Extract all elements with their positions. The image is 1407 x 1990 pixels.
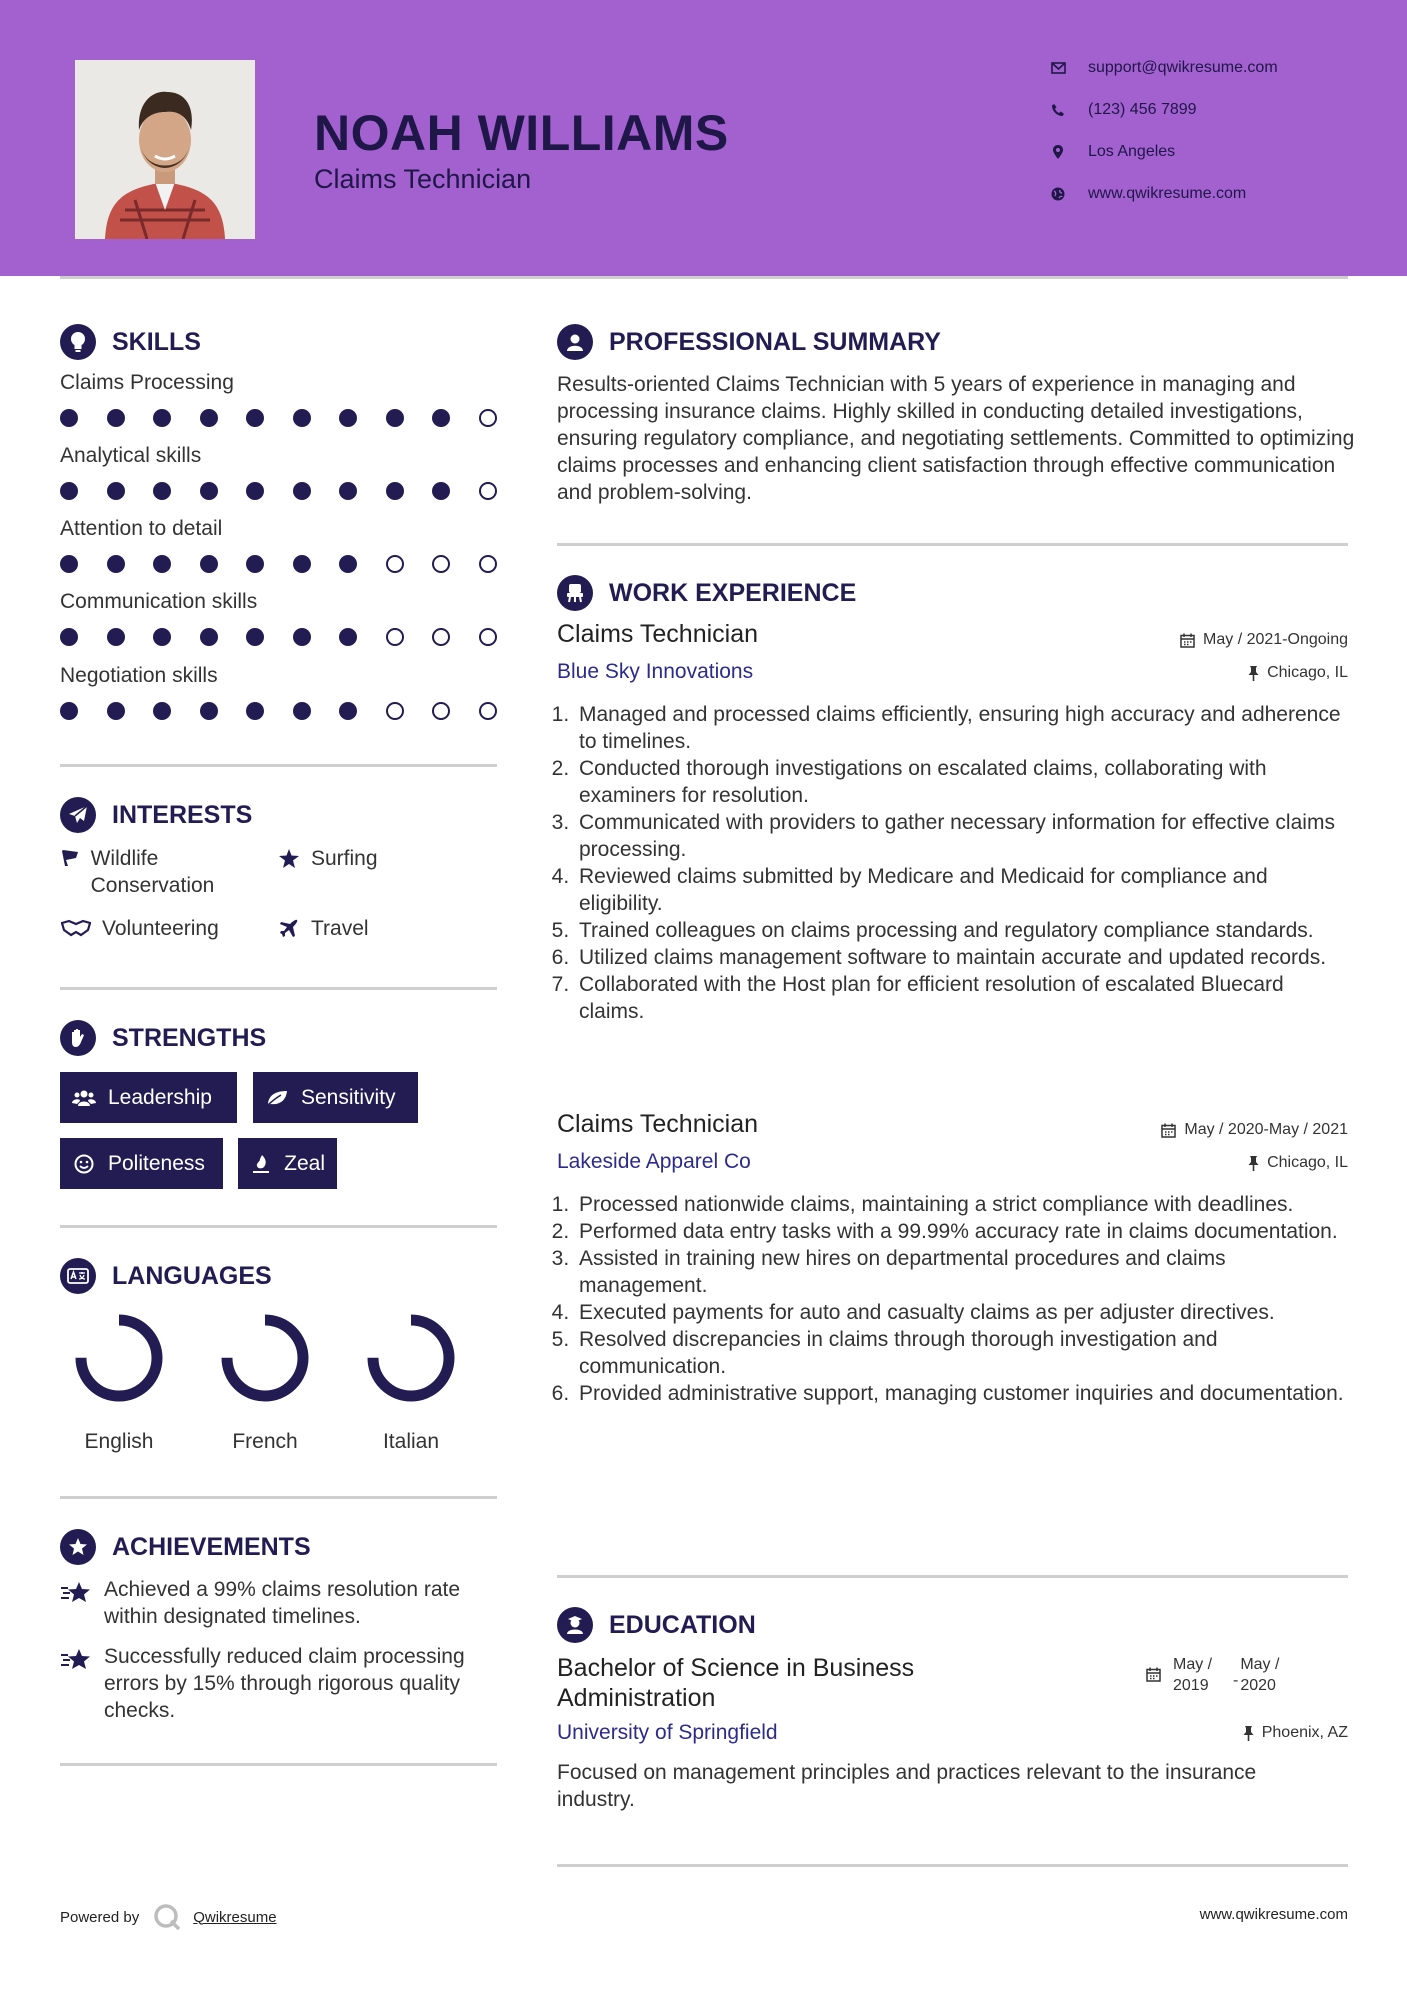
strength-tag: Sensitivity bbox=[253, 1072, 418, 1123]
calendar-icon bbox=[1146, 1667, 1161, 1682]
header-banner bbox=[0, 0, 1407, 276]
paper-plane-icon bbox=[60, 797, 96, 833]
skill-label: Negotiation skills bbox=[60, 664, 218, 687]
job-duties bbox=[557, 701, 1347, 1025]
language-level-arc bbox=[373, 1320, 449, 1396]
footer-powered: Powered by Qwikresume bbox=[60, 1903, 277, 1931]
skills-heading: SKILLS bbox=[60, 324, 201, 360]
lightbulb-icon bbox=[60, 324, 96, 360]
envelope-icon bbox=[1050, 60, 1066, 76]
smile-icon bbox=[72, 1153, 96, 1175]
skill-rating bbox=[60, 480, 497, 500]
skill-label: Attention to detail bbox=[60, 517, 223, 540]
language-card-icon bbox=[60, 1258, 96, 1294]
pushpin-icon bbox=[1248, 1156, 1259, 1171]
header-divider bbox=[60, 276, 1348, 279]
footer-site[interactable]: www.qwikresume.com bbox=[1199, 1906, 1348, 1923]
rating-dot-filled bbox=[293, 555, 311, 573]
strengths-divider bbox=[60, 1225, 497, 1228]
strength-tag: Zeal bbox=[238, 1138, 337, 1189]
experience-divider bbox=[557, 1575, 1348, 1578]
rating-dot-empty bbox=[432, 628, 450, 646]
users-icon bbox=[72, 1087, 96, 1109]
duty-item: 3. Assisted in training new hires on departmental procedures and claims management. bbox=[575, 1245, 1347, 1299]
footer-brand-link[interactable]: Qwikresume bbox=[193, 1908, 277, 1926]
rating-dot-filled bbox=[107, 482, 125, 500]
rating-dot-filled bbox=[60, 628, 78, 646]
skill-rating bbox=[60, 626, 497, 646]
phone-icon bbox=[1050, 102, 1066, 118]
duty-item: 7. Collaborated with the Host plan for efficient resolution of escalated Bluecard claims. bbox=[575, 971, 1347, 1025]
rating-dot-filled bbox=[200, 555, 218, 573]
achievement-item: Achieved a 99% claims resolution rate within designated timelines. bbox=[60, 1576, 480, 1630]
interests-heading: INTERESTS bbox=[60, 797, 252, 833]
duty-item: 5. Resolved discrepancies in claims through thorough investigation and communication. bbox=[575, 1326, 1347, 1380]
contact-phone[interactable]: (123) 456 7899 bbox=[1050, 101, 1197, 119]
language-label: French bbox=[232, 1430, 298, 1453]
rating-dot-empty bbox=[479, 482, 497, 500]
language-item bbox=[59, 1310, 179, 1454]
language-label: English bbox=[84, 1430, 154, 1453]
education-start: May / 2019 bbox=[1173, 1656, 1213, 1694]
education-description: Focused on management principles and practices relevant to the insurance industry. bbox=[557, 1761, 1257, 1811]
interest-item: Surfing bbox=[277, 845, 477, 872]
duty-item: 4. Reviewed claims submitted by Medicare and Medicaid for compliance and eligibility. bbox=[575, 863, 1347, 917]
skill-rating bbox=[60, 407, 497, 427]
rating-dot-filled bbox=[339, 555, 357, 573]
rating-dot-empty bbox=[386, 628, 404, 646]
rating-dot-filled bbox=[153, 482, 171, 500]
rating-dot-filled bbox=[60, 702, 78, 720]
rating-dot-filled bbox=[107, 628, 125, 646]
rating-dot-filled bbox=[386, 482, 404, 500]
language-label: Italian bbox=[382, 1430, 440, 1453]
candidate-title: Claims Technician bbox=[314, 164, 532, 194]
rating-dot-filled bbox=[339, 482, 357, 500]
duty-item: 4. Executed payments for auto and casualty claims as per adjuster directives. bbox=[575, 1299, 1347, 1326]
plane-icon bbox=[277, 919, 301, 939]
shooting-star-icon bbox=[60, 1647, 92, 1724]
flame-icon bbox=[250, 1153, 272, 1175]
job-location: Chicago, IL bbox=[1248, 1154, 1348, 1172]
profile-photo bbox=[75, 60, 255, 239]
strength-tag: Politeness bbox=[60, 1138, 223, 1189]
leaf-icon bbox=[265, 1087, 289, 1109]
briefcase-chair-icon bbox=[557, 575, 593, 611]
summary-divider bbox=[557, 543, 1348, 546]
language-item bbox=[351, 1310, 471, 1454]
interest-item: Wildlife Conservation bbox=[60, 845, 260, 899]
medal-star-icon bbox=[60, 1529, 96, 1565]
rating-dot-filled bbox=[246, 628, 264, 646]
education-dates: May / 2019 - May / 2020 bbox=[1146, 1654, 1292, 1696]
language-level-arc bbox=[227, 1320, 303, 1396]
rating-dot-empty bbox=[432, 555, 450, 573]
job-company: Blue Sky Innovations bbox=[557, 660, 754, 683]
languages-divider bbox=[60, 1496, 497, 1499]
hand-icon bbox=[60, 1020, 96, 1056]
rating-dot-filled bbox=[200, 628, 218, 646]
rating-dot-filled bbox=[246, 555, 264, 573]
rating-dot-filled bbox=[246, 482, 264, 500]
skill-label: Claims Processing bbox=[60, 371, 234, 394]
duty-item: 2. Performed data entry tasks with a 99.99% accuracy rate in claims documentation. bbox=[575, 1218, 1347, 1245]
map-pin-icon bbox=[1050, 144, 1066, 160]
experience-heading: WORK EXPERIENCE bbox=[557, 575, 856, 611]
summary-heading: PROFESSIONAL SUMMARY bbox=[557, 324, 941, 360]
interest-item: Travel bbox=[277, 915, 477, 942]
rating-dot-filled bbox=[293, 628, 311, 646]
skill-label: Communication skills bbox=[60, 590, 258, 613]
rating-dot-filled bbox=[432, 409, 450, 427]
rating-dot-filled bbox=[153, 555, 171, 573]
candidate-name: NOAH WILLIAMS bbox=[314, 105, 729, 161]
rating-dot-filled bbox=[246, 409, 264, 427]
achievements-divider bbox=[60, 1763, 497, 1766]
rating-dot-filled bbox=[107, 702, 125, 720]
rating-dot-empty bbox=[479, 628, 497, 646]
summary-text: Results-oriented Claims Technician with 5 years of experience in managing and processing insurance claims. Highly skilled in conducting detailed investigations, ensuring regulatory compliance, and negotiating settlements. Committed to optimizing claims processes and enhancing client satisfaction through effective communication and problem-solving. bbox=[557, 373, 1355, 504]
job-title: Claims Technician bbox=[557, 1110, 759, 1138]
shooting-star-icon bbox=[60, 1580, 92, 1630]
rating-dot-empty bbox=[479, 409, 497, 427]
strengths-heading: STRENGTHS bbox=[60, 1020, 266, 1056]
skill-rating bbox=[60, 700, 497, 720]
rating-dot-filled bbox=[293, 409, 311, 427]
skill-label: Analytical skills bbox=[60, 444, 202, 467]
skill-rating bbox=[60, 553, 497, 573]
qwikresume-logo-icon bbox=[153, 1903, 181, 1931]
job-dates: May / 2021-Ongoing bbox=[1180, 631, 1348, 649]
rating-dot-filled bbox=[432, 482, 450, 500]
rating-dot-filled bbox=[153, 409, 171, 427]
rating-dot-empty bbox=[432, 702, 450, 720]
rating-dot-empty bbox=[479, 555, 497, 573]
rating-dot-filled bbox=[200, 482, 218, 500]
job-company: Lakeside Apparel Co bbox=[557, 1150, 751, 1173]
duty-item: 3. Communicated with providers to gather necessary information for effective claims processing. bbox=[575, 809, 1347, 863]
duty-item: 1. Managed and processed claims efficiently, ensuring high accuracy and adherence to timelines. bbox=[575, 701, 1347, 755]
education-location: Phoenix, AZ bbox=[1243, 1724, 1348, 1742]
rating-dot-filled bbox=[339, 628, 357, 646]
job-location: Chicago, IL bbox=[1248, 664, 1348, 682]
calendar-icon bbox=[1161, 1123, 1176, 1138]
job-duties bbox=[557, 1191, 1347, 1407]
languages-heading: LANGUAGES bbox=[60, 1258, 272, 1294]
rating-dot-empty bbox=[386, 702, 404, 720]
rating-dot-filled bbox=[60, 555, 78, 573]
rating-dot-filled bbox=[339, 409, 357, 427]
education-end: May / 2020 bbox=[1240, 1656, 1280, 1694]
user-icon bbox=[557, 324, 593, 360]
contact-website[interactable]: www.qwikresume.com bbox=[1050, 185, 1246, 203]
rating-dot-filled bbox=[386, 409, 404, 427]
duty-item: 2. Conducted thorough investigations on escalated claims, collaborating with examiners for resolution. bbox=[575, 755, 1347, 809]
rating-dot-filled bbox=[339, 702, 357, 720]
globe-icon bbox=[1050, 186, 1066, 202]
pushpin-icon bbox=[1248, 666, 1259, 681]
interest-item: Volunteering bbox=[60, 915, 260, 942]
rating-dot-filled bbox=[293, 702, 311, 720]
rating-dot-filled bbox=[60, 482, 78, 500]
rating-dot-filled bbox=[60, 409, 78, 427]
language-level-ring bbox=[363, 1310, 459, 1406]
calendar-icon bbox=[1180, 633, 1195, 648]
strength-tag: Leadership bbox=[60, 1072, 237, 1123]
rating-dot-filled bbox=[293, 482, 311, 500]
duty-item: 1. Processed nationwide claims, maintaining a strict compliance with deadlines. bbox=[575, 1191, 1347, 1218]
duty-item: 6. Utilized claims management software to maintain accurate and updated records. bbox=[575, 944, 1347, 971]
rating-dot-filled bbox=[153, 702, 171, 720]
handshake-icon bbox=[60, 919, 92, 937]
achievements-heading: ACHIEVEMENTS bbox=[60, 1529, 311, 1565]
job-dates: May / 2020-May / 2021 bbox=[1161, 1121, 1348, 1139]
duty-item: 6. Provided administrative support, managing customer inquiries and documentation. bbox=[575, 1380, 1347, 1407]
school-name: University of Springfield bbox=[557, 1721, 778, 1744]
contact-email[interactable]: support@qwikresume.com bbox=[1050, 59, 1278, 77]
rating-dot-empty bbox=[386, 555, 404, 573]
rating-dot-filled bbox=[107, 409, 125, 427]
language-level-ring bbox=[71, 1310, 167, 1406]
interests-divider bbox=[60, 987, 497, 990]
degree-title: Bachelor of Science in Business Administration bbox=[557, 1654, 915, 1712]
job-title: Claims Technician bbox=[557, 620, 759, 648]
rating-dot-empty bbox=[479, 702, 497, 720]
star-icon bbox=[277, 849, 301, 868]
skills-divider bbox=[60, 764, 497, 767]
rating-dot-filled bbox=[200, 409, 218, 427]
achievement-item: Successfully reduced claim processing errors by 15% through rigorous quality checks. bbox=[60, 1643, 480, 1724]
rating-dot-filled bbox=[246, 702, 264, 720]
education-heading: EDUCATION bbox=[557, 1607, 756, 1643]
rating-dot-filled bbox=[200, 702, 218, 720]
rating-dot-filled bbox=[153, 628, 171, 646]
education-divider bbox=[557, 1864, 1348, 1867]
duty-item: 5. Trained colleagues on claims processing and regulatory compliance standards. bbox=[575, 917, 1347, 944]
rating-dot-filled bbox=[107, 555, 125, 573]
pushpin-icon bbox=[1243, 1726, 1254, 1741]
language-level-ring bbox=[217, 1310, 313, 1406]
contact-location: Los Angeles bbox=[1050, 143, 1175, 161]
graduate-icon bbox=[557, 1607, 593, 1643]
language-level-arc bbox=[81, 1320, 157, 1396]
flag-icon bbox=[60, 849, 81, 867]
language-item bbox=[205, 1310, 325, 1454]
